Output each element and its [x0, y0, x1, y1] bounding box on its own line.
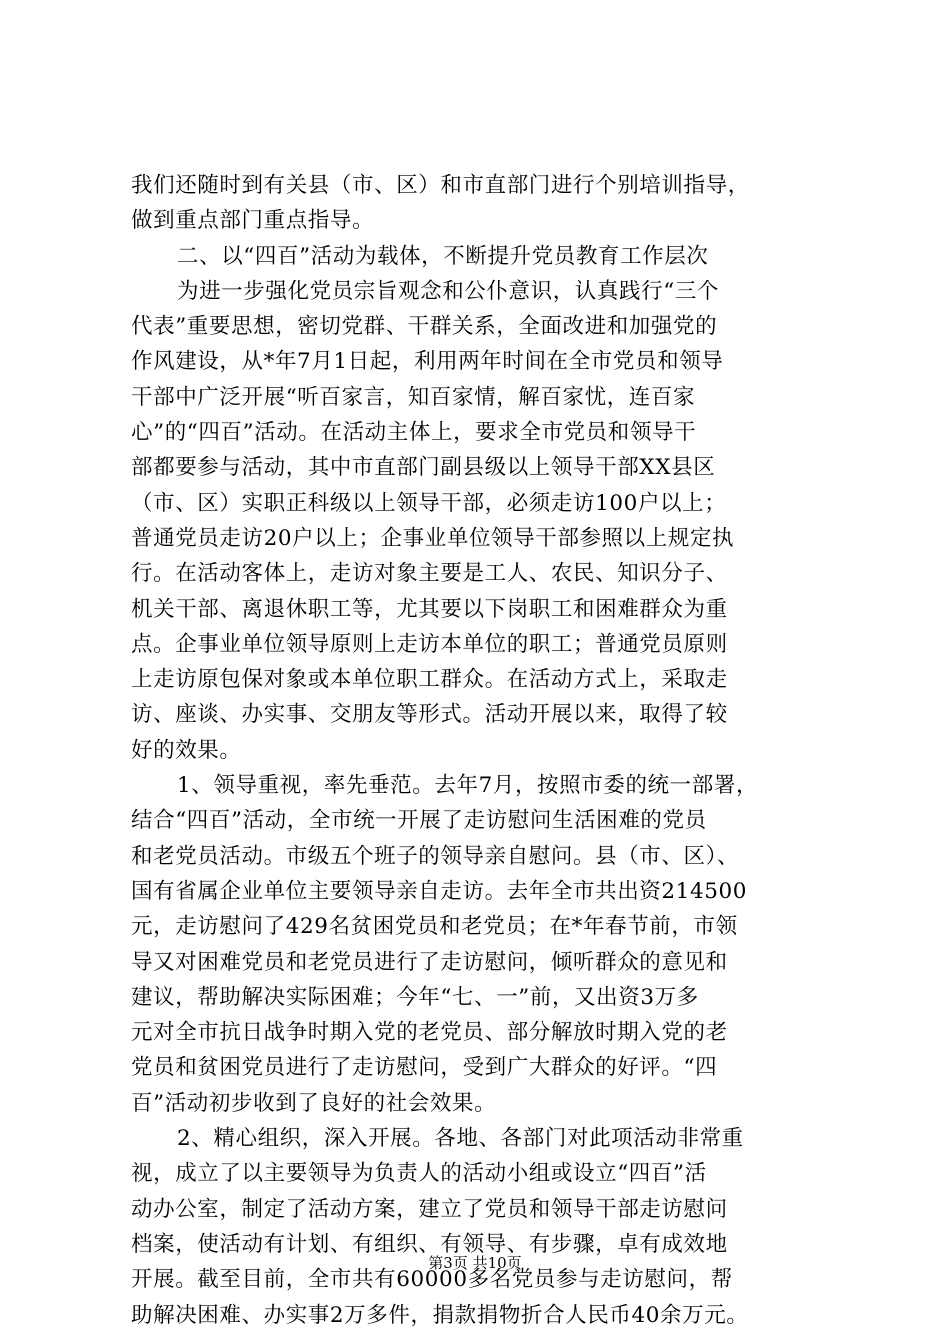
text-line: 机关干部、离退休职工等，尤其要以下岗职工和困难群众为重: [131, 596, 728, 622]
text-line: 档案，使活动有计划、有组织、有领导、有步骤，卓有成效地: [131, 1231, 728, 1257]
document-body: [131, 168, 831, 1333]
text-line: 普通党员走访20户以上；企事业单位领导干部参照以上规定执: [131, 525, 735, 551]
text-line: 和老党员活动。市级五个班子的领导亲自慰问。县（市、区）、: [131, 843, 740, 869]
text-line: 代表”重要思想，密切党群、干群关系，全面改进和加强党的: [131, 314, 718, 340]
text-line: 国有省属企业单位主要领导亲自走访。去年全市共出资214500: [131, 878, 748, 904]
text-line: 动办公室，制定了活动方案，建立了党员和领导干部走访慰问: [131, 1196, 728, 1222]
text-line: 视，成立了以主要领导为负责人的活动小组或设立“四百”活: [131, 1161, 707, 1187]
text-line: 结合“四百”活动，全市统一开展了走访慰问生活困难的党员: [131, 808, 707, 834]
text-line: 心”的“四百”活动。在活动主体上，要求全市党员和领导干: [131, 420, 697, 446]
text-line: 二、以“四百”活动为载体，不断提升党员教育工作层次: [177, 243, 709, 269]
text-line: 2、精心组织，深入开展。各地、各部门对此项活动非常重: [177, 1126, 744, 1152]
text-line: 元对全市抗日战争时期入党的老党员、部分解放时期入党的老: [131, 1020, 728, 1046]
text-line: 开展。截至目前，全市共有60000多名党员参与走访慰问，帮: [131, 1267, 733, 1293]
text-line: 做到重点部门重点指导。: [131, 208, 375, 234]
text-line: 建议，帮助解决实际困难；今年“七、一”前，又出资3万多: [131, 984, 699, 1010]
text-line: 上走访原包保对象或本单位职工群众。在活动方式上，采取走: [131, 667, 728, 693]
text-line: 好的效果。: [131, 737, 242, 763]
page-footer: 第3页 共10页: [428, 1254, 522, 1272]
text-line: 百”活动初步收到了良好的社会效果。: [131, 1090, 497, 1116]
text-line: （市、区）实职正科级以上领导干部，必须走访100户以上；: [131, 490, 727, 516]
text-line: 导又对困难党员和老党员进行了走访慰问，倾听群众的意见和: [131, 949, 728, 975]
text-line: 党员和贫困党员进行了走访慰问，受到广大群众的好评。“四: [131, 1055, 718, 1081]
text-line: 干部中广泛开展“听百家言，知百家情，解百家忧，连百家: [131, 384, 696, 410]
text-line: 我们还随时到有关县（市、区）和市直部门进行个别培训指导，: [131, 173, 750, 198]
text-line: 行。在活动客体上，走访对象主要是工人、农民、知识分子、: [131, 561, 728, 587]
text-line: 作风建设，从*年7月1日起，利用两年时间在全市党员和领导: [131, 349, 724, 375]
text-line: 1、领导重视，率先垂范。去年7月，按照市委的统一部署，: [177, 773, 759, 799]
text-line: 访、座谈、办实事、交朋友等形式。活动开展以来，取得了较: [131, 702, 728, 728]
text-line: 为进一步强化党员宗旨观念和公仆意识，认真践行“三个: [177, 278, 719, 304]
text-line: 点。企事业单位领导原则上走访本单位的职工；普通党员原则: [131, 631, 728, 657]
text-line: 部都要参与活动，其中市直部门副县级以上领导干部XX县区: [131, 455, 716, 481]
text-line: 元，走访慰问了429名贫困党员和老党员；在*年春节前，市领: [131, 914, 738, 940]
text-line: 助解决困难、办实事2万多件，捐款捐物折合人民币40余万元。: [131, 1302, 749, 1328]
